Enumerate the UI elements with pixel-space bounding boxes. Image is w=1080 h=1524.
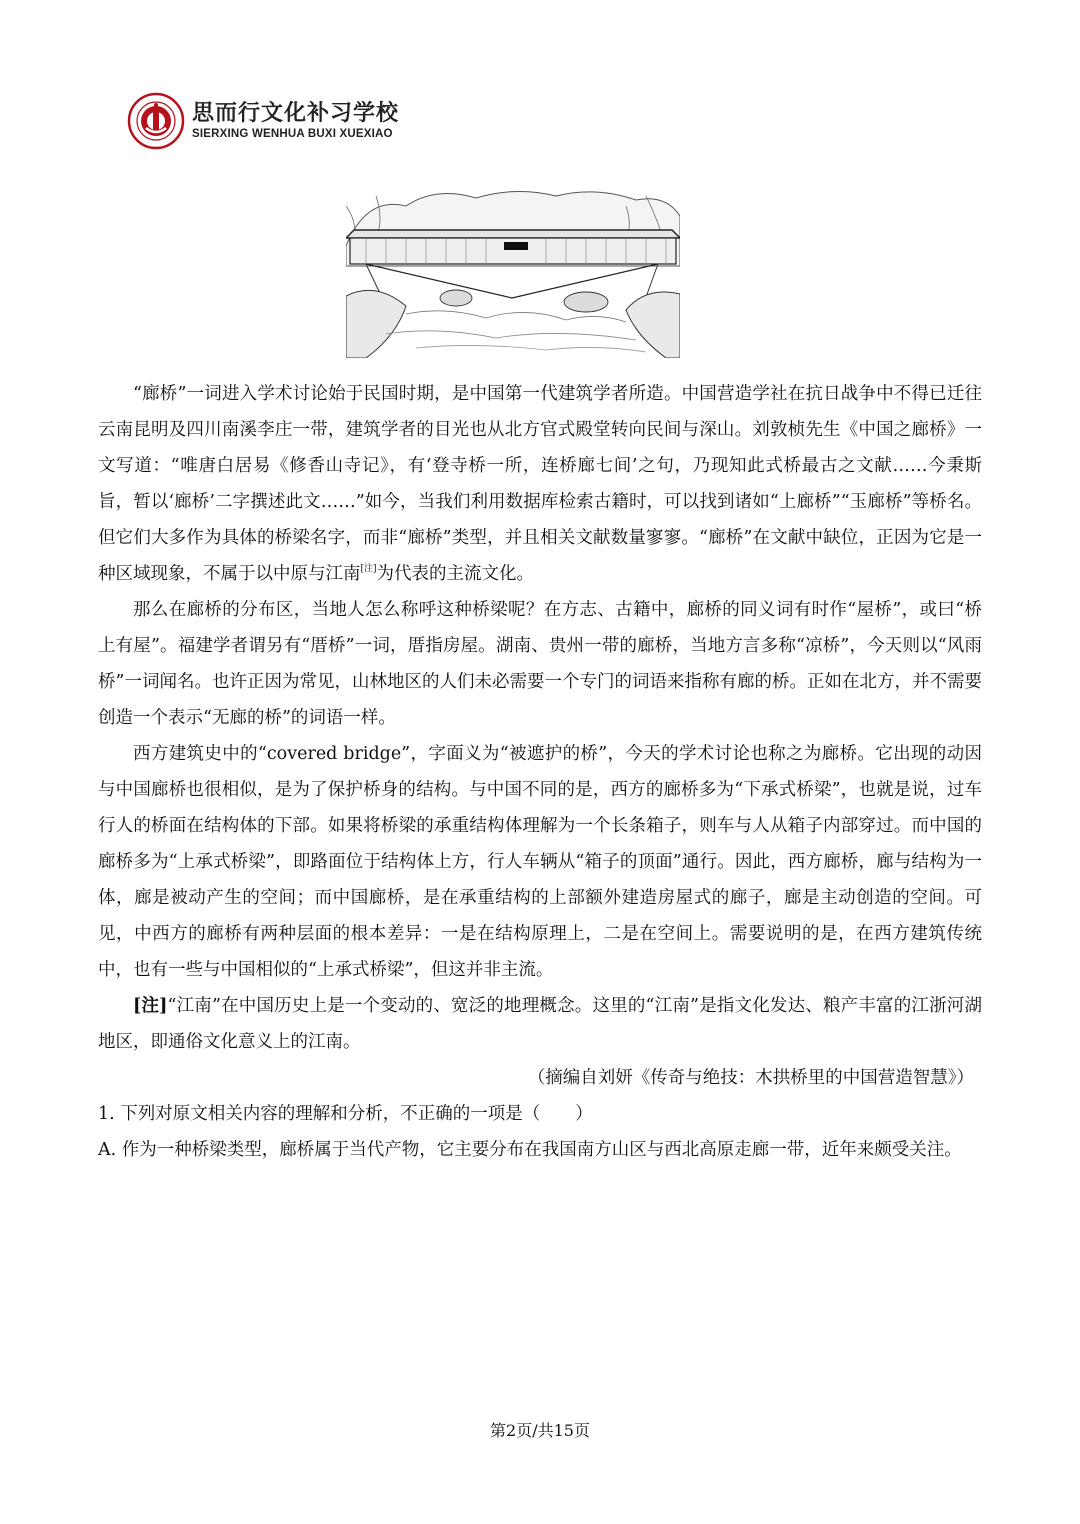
question-option-a: A. 作为一种桥梁类型，廊桥属于当代产物，它主要分布在我国南方山区与西北高原走廊一带，近年来颇受关注。 — [98, 1140, 962, 1160]
article-source: （摘编自刘妍《传奇与绝技：木拱桥里的中国营造智慧》） — [527, 1068, 974, 1088]
p1-text-after: 为代表的主流文化。 — [376, 564, 535, 584]
article-paragraph-3: 西方建筑史中的“covered bridge”，字面义为“被遮护的桥”，今天的学术讨论也称之为廊桥。它出现的动因与中国廊桥也很相似，是为了保护桥身的结构。与中国不同的是，西方的廊桥多为“下承式桥梁”，也就是说，过车行人的桥面在结构体的下部。如果将桥梁的承重结构体理解为一个长条箱子，则车与人从箱子内部穿过。而中国的廊桥多为“上承式桥梁”，即路面位于结构体上方，行人车辆从“箱子的顶面”通行。因此，西方廊桥，廊与结构为一体，廊是被动产生的空间；而中国廊桥，是在承重结构的上部额外建造房屋式的廊子，廊是主动创造的空间。可见，中西方的廊桥有两种层面的根本差异：一是在结构原理上，二是在空间上。需要说明的是，在西方建筑传统中，也有一些与中国相似的“上承式桥梁”，但这并非主流。 — [98, 744, 982, 980]
article-paragraph-2: 那么在廊桥的分布区，当地人怎么称呼这种桥梁呢？在方志、古籍中，廊桥的同义词有时作“屋桥”，或曰“桥上有屋”。福建学者谓另有“厝桥”一词，厝指房屋。湖南、贵州一带的廊桥，当地方言多称“凉桥”，今天则以“风雨桥”一词闻名。也许正因为常见，山林地区的人们未必需要一个专门的词语来指称有廊的桥。正如在北方，并不需要创造一个表示“无廊的桥”的词语一样。 — [98, 600, 982, 728]
school-seal-logo-icon — [126, 92, 186, 150]
note-label: [注] — [133, 996, 168, 1016]
note-text: “江南”在中国历史上是一个变动的、宽泛的地理概念。这里的“江南”是指文化发达、粮产丰富的江浙河湖地区，即通俗文化意义上的江南。 — [98, 996, 982, 1052]
footnote-marker: [注] — [360, 564, 377, 574]
page-footer: 第2页/共15页 — [490, 1421, 590, 1440]
covered-bridge-illustration — [346, 186, 680, 358]
article-content — [98, 376, 982, 1168]
p1-text-before: “廊桥”一词进入学术讨论始于民国时期，是中国第一代建筑学者所造。中国营造学社在抗日战争中不得已迁往云南昆明及四川南溪李庄一带，建筑学者的目光也从北方官式殿堂转向民间与深山。刘敦桢先生《中国之廊桥》一文写道：“唯唐白居易《修香山寺记》，有‘登寺桥一所，连桥廊七间’之句，乃现知此式桥最古之文献……今秉斯旨，暂以‘廊桥’二字撰述此文……”如今，当我们利用数据库检索古籍时，可以找到诸如“上廊桥”“玉廊桥”等桥名。但它们大多作为具体的桥梁名字，而非“廊桥”类型，并且相关文献数量寥寥。“廊桥”在文献中缺位，正因为它是一种区域现象，不属于以中原与江南 — [98, 384, 982, 584]
article-note — [98, 988, 982, 1060]
question-stem: 1. 下列对原文相关内容的理解和分析，不正确的一项是（ ） — [98, 1104, 593, 1124]
school-name-cn: 思而行文化补习学校 — [192, 101, 400, 126]
school-header — [126, 92, 399, 150]
article-paragraph-1 — [98, 376, 982, 592]
school-name — [192, 101, 399, 141]
school-name-en: SIERXING WENHUA BUXI XUEXIAO — [192, 128, 393, 140]
